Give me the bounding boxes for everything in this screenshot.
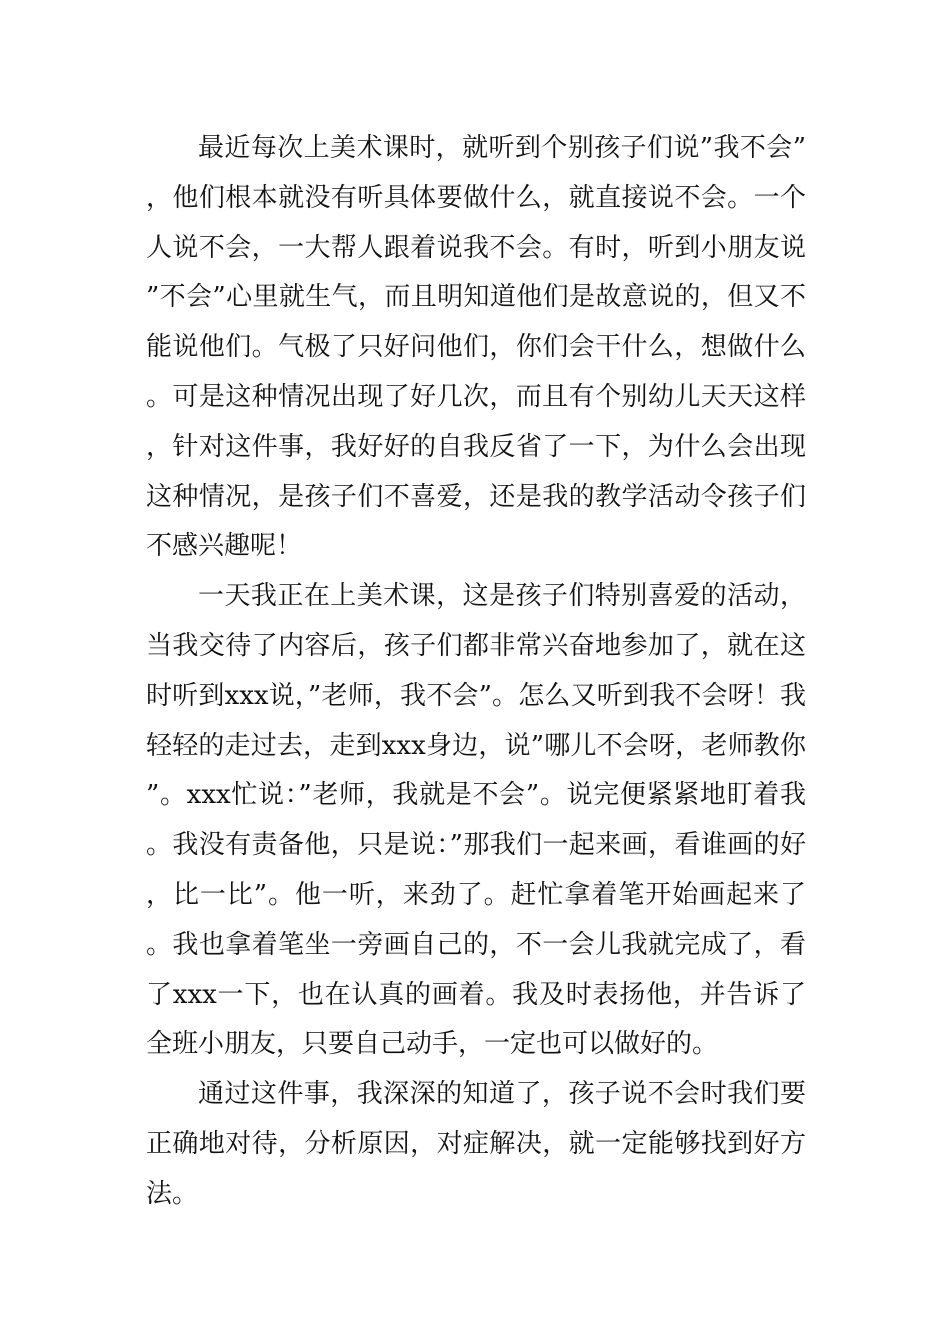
- paragraph-3: 通过这件事，我深深的知道了，孩子说不会时我们要正确地对待，分析原因，对症解决，就一定能够找到好方法。: [146, 1079, 806, 1209]
- paragraph-1: 最近每次上美术课时，就听到个别孩子们说”我不会”，他们根本就没有听具体要做什么，就直接说不会。一个人说不会，一大帮人跟着说我不会。有时，听到小朋友说”不会”心里就生气，而且明知道他们是故意说的，但又不能说他们。气极了只好问他们，你们会干什么，想做什么。可是这种情况出现了好几次，而且有个别幼儿天天这样，针对这件事，我好好的自我反省了一下，为什么会出现这种情况，是孩子们不喜爱，还是我的教学活动令孩子们不感兴趣呢！: [146, 133, 806, 562]
- document-body: [146, 124, 806, 1220]
- paragraph-2: 一天我正在上美术课，这是孩子们特别喜爱的活动，当我交待了内容后，孩子们都非常兴奋地参加了，就在这时听到xxx说，”老师，我不会”。怎么又听到我不会呀！我轻轻的走过去，走到xxx身边，说”哪儿不会呀，老师教你”。xxx忙说：”老师，我就是不会”。说完便紧紧地盯着我。我没有责备他，只是说：”那我们一起来画，看谁画的好，比一比”。他一听，来劲了。赶忙拿着笔开始画起来了。我也拿着笔坐一旁画自己的，不一会儿我就完成了，看了xxx一下，也在认真的画着。我及时表扬他，并告诉了全班小朋友，只要自己动手，一定也可以做好的。: [146, 581, 806, 1060]
